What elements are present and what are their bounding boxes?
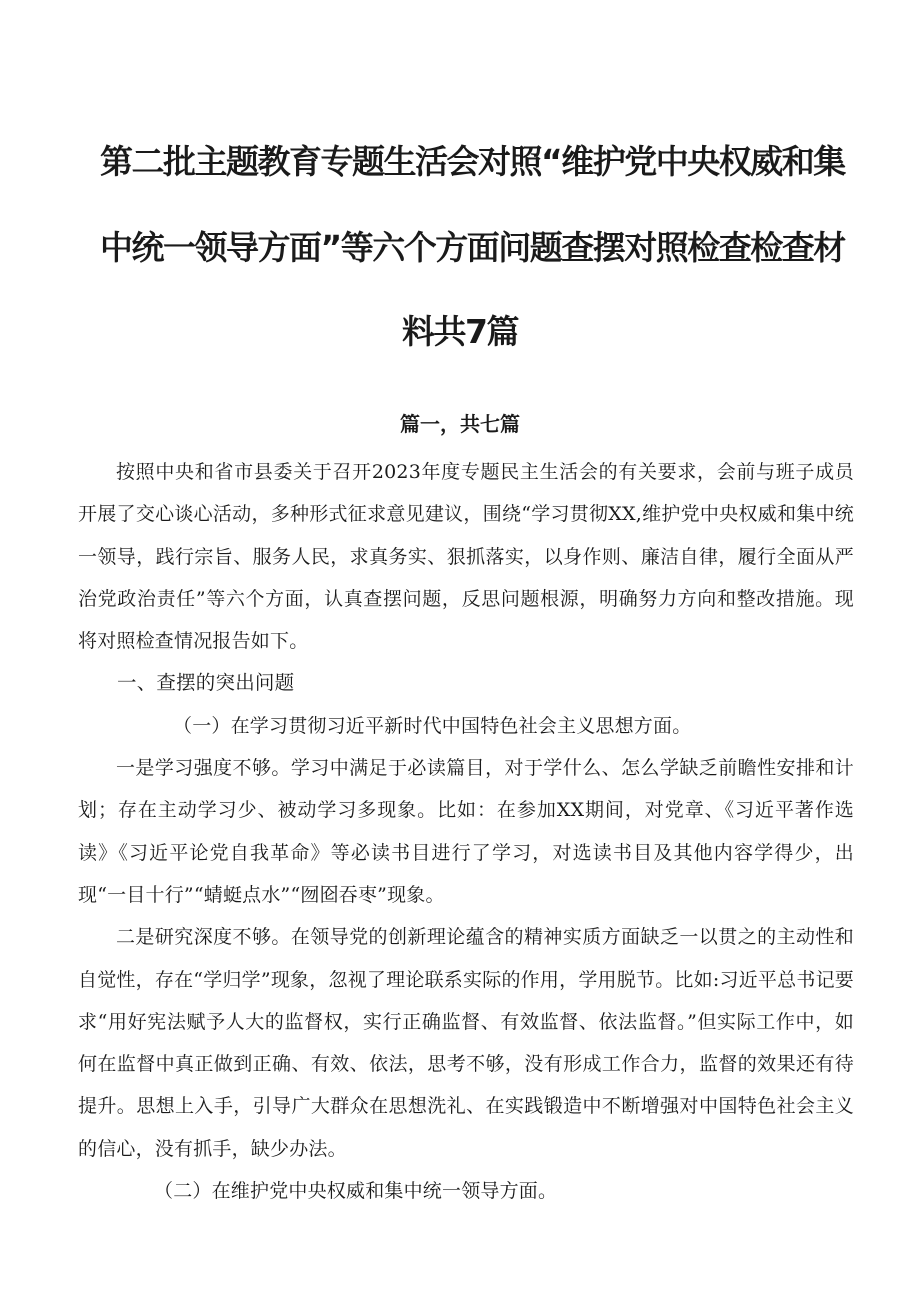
- intro-paragraph: 按照中央和省市县委关于召开2023年度专题民主生活会的有关要求，会前与班子成员开展了交心谈心活动，多种形式征求意见建议，围绕“学习贯彻XX,维护党中央权威和集中统一领导，践行宗旨、服务人民，求真务实、狠抓落实，以身作则、廉洁自律，履行全面从严治党政治责任”等六个方面，认真查摆问题，反思问题根源，明确努力方向和整改措施。现将对照检查情况报告如下。: [78, 461, 854, 653]
- document-title-line-1: 第二批主题教育专题生活会对照“维护党中央权威和集: [100, 142, 845, 181]
- paragraph-2: 二是研究深度不够。在领导党的创新理论蕴含的精神实质方面缺乏一以贯之的主动性和自觉性，存在“学归学”现象，忽视了理论联系实际的作用，学用脱节。比如:习近平总书记要求“用好宪法赋予人大的监督权，实行正确监督、有效监督、依法监督。”但实际工作中，如何在监督中真正做到正确、有效、依法，思考不够，没有形成工作合力，监督的效果还有待提升。思想上入手，引导广大群众在思想洗礼、在实践锻造中不断增强对中国特色社会主义的信心，没有抓手，缺少办法。: [78, 926, 854, 1160]
- document-title-line-3: 料共7篇: [402, 312, 518, 351]
- paragraph-1: 一是学习强度不够。学习中满足于必读篇目，对于学什么、怎么学缺乏前瞻性安排和计划；存在主动学习少、被动学习多现象。比如：在参加XX期间，对党章、《习近平著作选读》《习近平论党自我革命》等必读书目进行了学习，对选读书目及其他内容学得少，出现“一目十行”“蜻蜓点水”“囫囵吞枣”现象。: [78, 757, 854, 906]
- document-subtitle: 篇一，共七篇: [400, 412, 520, 436]
- document-body: [78, 451, 854, 1212]
- subsection-heading-1: （一）在学习贯彻习近平新时代中国特色社会主义思想方面。: [173, 714, 692, 737]
- document-title-line-2: 中统一领导方面”等六个方面问题查摆对照检查检查材: [100, 228, 845, 267]
- subsection-heading-2: （二）在维护党中央权威和集中统一领导方面。: [154, 1180, 558, 1203]
- section-heading: 一、查摆的突出问题: [117, 671, 295, 695]
